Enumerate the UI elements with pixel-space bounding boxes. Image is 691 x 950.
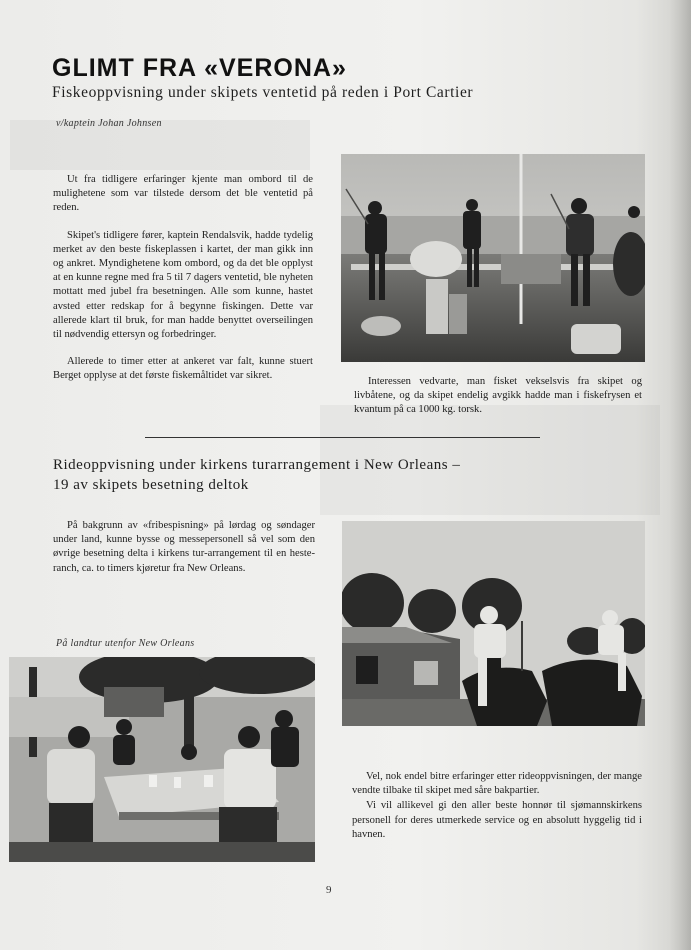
page-number: 9 (326, 884, 332, 896)
section2-heading-line1: Rideoppvisning under kirkens turarrangement i New Orleans – (53, 457, 461, 473)
photo-horse-ranch (342, 521, 645, 726)
paragraph-2: Skipet's tidligere fører, kaptein Rendalsvik, hadde tydelig merket av den beste fiskeplassen i kartet, der man gikk inn og ankret. Myndighetene kom ombord, og da det ble opplyst at en kunne regne med fra 5 til 7 dagers ventetid, ble nyheten mottatt med jubel fra besetningen. Alle som kunne, hastet avsted etter redskap for å begynne fiskingen. Dette var allerede klart til bruk, for man hadde benyttet overseilingen til nødvendig ettersyn og forbedringer. (53, 229, 313, 341)
page-binding-shadow (669, 0, 691, 950)
article-title: GLIMT FRA «VERONA» (52, 54, 347, 82)
paragraph-3: Allerede to timer etter at ankeret var falt, kunne stuert Berget opplyse at det første fiskemåltidet var sikret. (53, 356, 313, 382)
deck-photo-caption: Interessen vedvarte, man fisket vekselsvis fra skipet og livbåtene, og da skipet endelig avgikk hadde man i fiskefrysen et kvantum på ca 1000 kg. torsk. (354, 376, 642, 416)
section2-body (53, 519, 315, 576)
picnic-photo-caption: På landtur utenfor New Orleans (56, 638, 195, 649)
deck-photo-illustration (341, 154, 645, 362)
picnic-photo-illustration (9, 657, 315, 862)
section2-heading-line2: 19 av skipets besetning deltok (53, 477, 249, 493)
section2-heading (53, 455, 583, 495)
section2-closing (352, 770, 642, 843)
horse-photo-illustration (342, 521, 645, 726)
closing-paragraph-1: Vel, nok endel bitre erfaringer etter rideoppvisningen, der mange vendte tilbake til skipet med såre bakpartier. (352, 771, 642, 797)
section2-paragraph: På bakgrunn av «fribespisning» på lørdag og søndager under land, kunne bysse og messepersonell så vel som den øvrige besetning delta i kirkens tur-arrangement til en heste-ranch, ca. to timers kjøretur fra New Orleans. (53, 520, 315, 574)
closing-paragraph-2: Vi vil allikevel gi den aller beste honnør til sjømannskirkens personell for deres utmerkede service og en absolutt hyggelig tid i havnen. (352, 800, 642, 840)
section-divider (145, 437, 540, 438)
photo-picnic-table (9, 657, 315, 862)
article-body (53, 173, 313, 397)
byline: v/kaptein Johan Johnsen (56, 118, 162, 129)
article-subtitle: Fiskeoppvisning under skipets ventetid på reden i Port Cartier (52, 84, 474, 101)
paragraph-1: Ut fra tidligere erfaringer kjente man ombord til de mulighetene som var tilstede dersom det ble ventetid på reden. (53, 174, 313, 214)
photo-ship-deck-fishing (341, 154, 645, 362)
